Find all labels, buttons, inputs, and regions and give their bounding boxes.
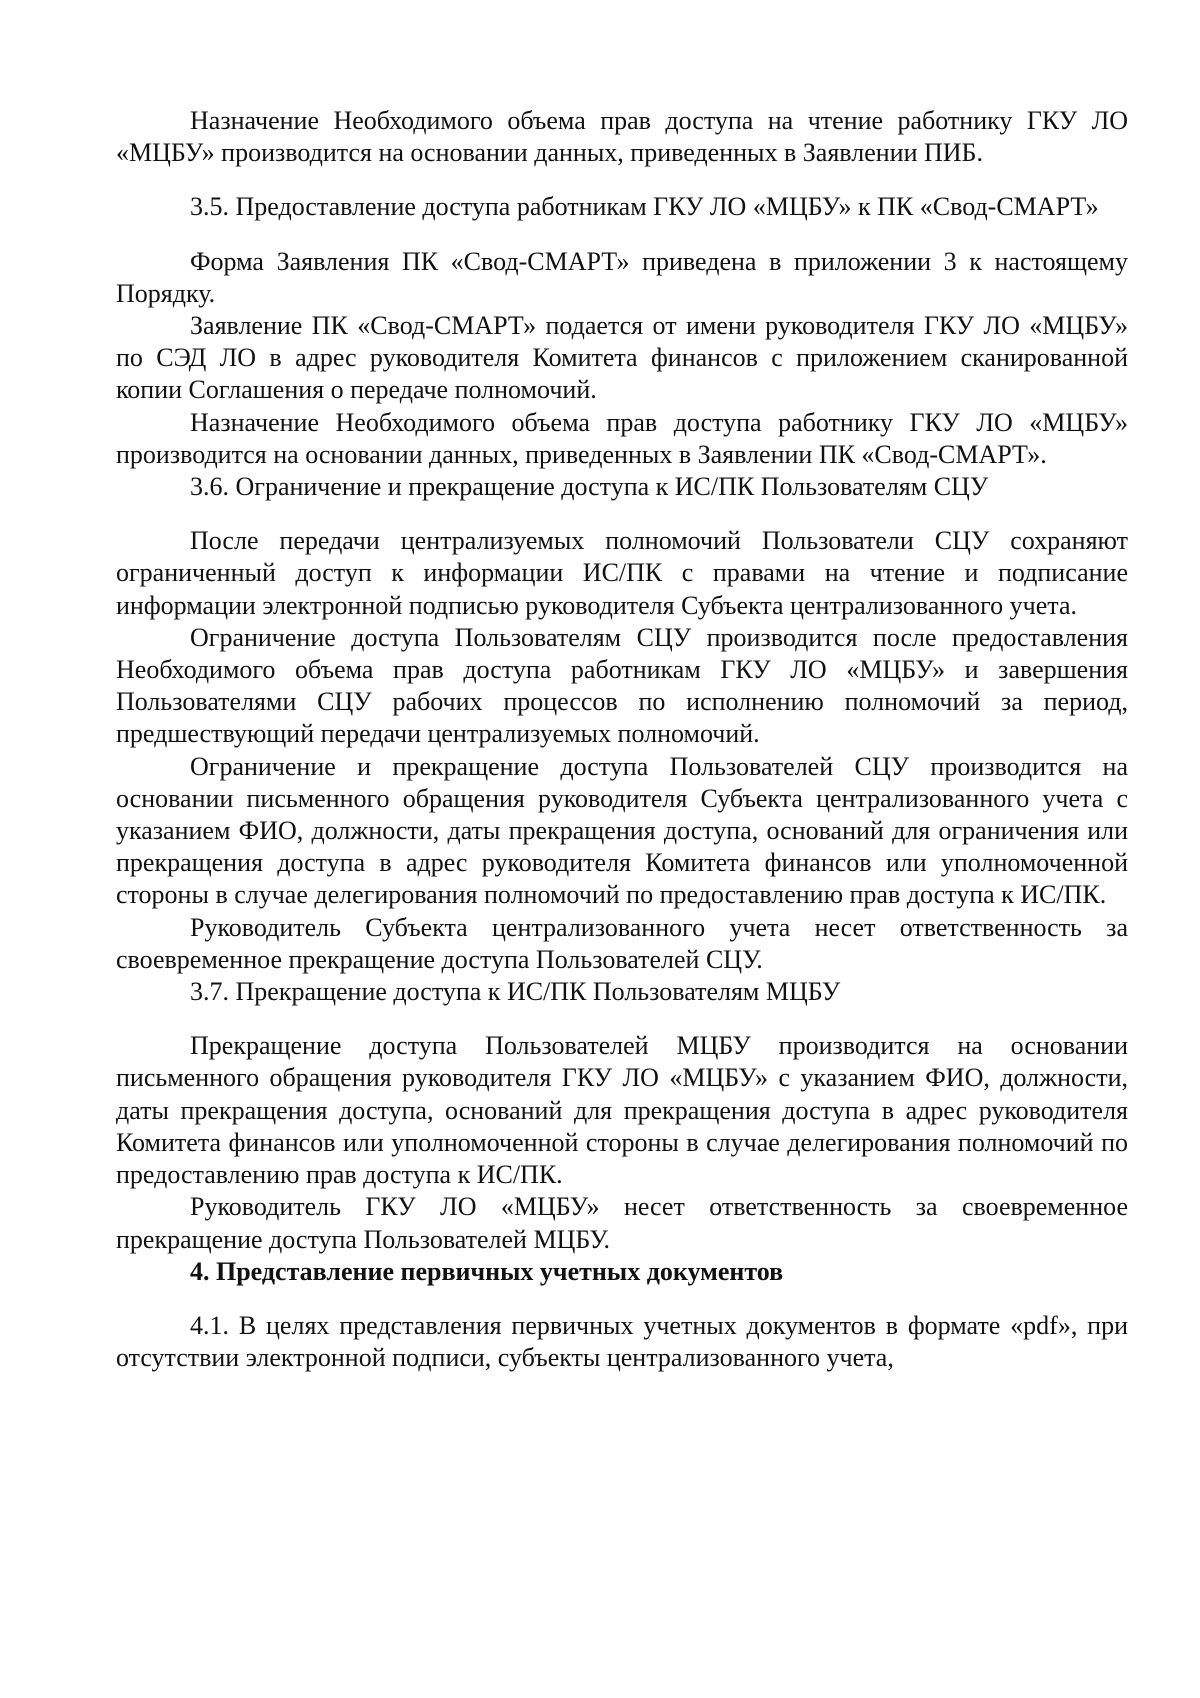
paragraph-subject-responsibility: Руководитель Субъекта централизованного учета несет ответственность за своевременное прекращение доступа Пользователей СЦУ. xyxy=(116,912,1128,974)
paragraph-after-transfer: После передачи централизуемых полномочий Пользователи СЦУ сохраняют ограниченный доступ к информации ИС/ПК с правами на чтение и подписание информации электронной подписью руководителя Субъекта централизованного учета. xyxy=(116,526,1128,620)
paragraph-access-assignment: Назначение Необходимого объема прав доступа работнику ГКУ ЛО «МЦБУ» производится на основании данных, приведенных в Заявлении ПК «Свод-СМАРТ». xyxy=(116,407,1128,469)
paragraph-4-1: 4.1. В целях представления первичных учетных документов в формате «pdf», при отсутствии электронной подписи, субъекты централизованного учета, xyxy=(116,1310,1128,1373)
paragraph-form-statement: Форма Заявления ПК «Свод-СМАРТ» приведена в приложении 3 к настоящему Порядку. xyxy=(116,246,1128,308)
paragraph-statement-submission: Заявление ПК «Свод-СМАРТ» подается от имени руководителя ГКУ ЛО «МЦБУ» по СЭД ЛО в адрес руководителя Комитета финансов с приложением сканированной копии Соглашения о передаче полномочий. xyxy=(116,311,1128,405)
document-body xyxy=(116,105,1128,1374)
paragraph-restriction-request: Ограничение и прекращение доступа Пользователей СЦУ производится на основании письменного обращения руководителя Субъекта централизованного учета с указанием ФИО, должности, даты прекращения доступа, оснований для ограничения или прекращения доступа в адрес руководителя Комитета финансов или уполномоченной стороны в случае делегирования полномочий по предоставлению прав доступа к ИС/ПК. xyxy=(116,751,1128,910)
paragraph-mcbu-responsibility: Руководитель ГКУ ЛО «МЦБУ» несет ответственность за своевременное прекращение доступа Пользователей МЦБУ. xyxy=(116,1192,1128,1254)
section-3-6-heading: 3.6. Ограничение и прекращение доступа к ИС/ПК Пользователям СЦУ xyxy=(190,472,989,502)
paragraph-mcbu-termination: Прекращение доступа Пользователей МЦБУ производится на основании письменного обращения руководителя ГКУ ЛО «МЦБУ» с указанием ФИО, должности, даты прекращения доступа, оснований для прекращения доступа в адрес руководителя Комитета финансов или уполномоченной стороны в случае делегирования полномочий по предоставлению прав доступа к ИС/ПК. xyxy=(116,1031,1128,1190)
section-3-7-heading: 3.7. Прекращение доступа к ИС/ПК Пользователям МЦБУ xyxy=(190,977,841,1007)
paragraph-access-restriction: Ограничение доступа Пользователям СЦУ производится после предоставления Необходимого объема прав доступа работникам ГКУ ЛО «МЦБУ» и завершения Пользователями СЦУ рабочих процессов по исполнению полномочий за период, предшествующий передачи централизуемых полномочий. xyxy=(116,622,1128,749)
section-4-heading: 4. Представление первичных учетных документов xyxy=(190,1256,784,1286)
paragraph-access-read: Назначение Необходимого объема прав доступа на чтение работнику ГКУ ЛО «МЦБУ» производится на основании данных, приведенных в Заявлении ПИБ. xyxy=(116,106,1128,168)
section-3-5-heading: 3.5. Предоставление доступа работникам ГКУ ЛО «МЦБУ» к ПК «Свод-СМАРТ» xyxy=(190,192,1099,222)
